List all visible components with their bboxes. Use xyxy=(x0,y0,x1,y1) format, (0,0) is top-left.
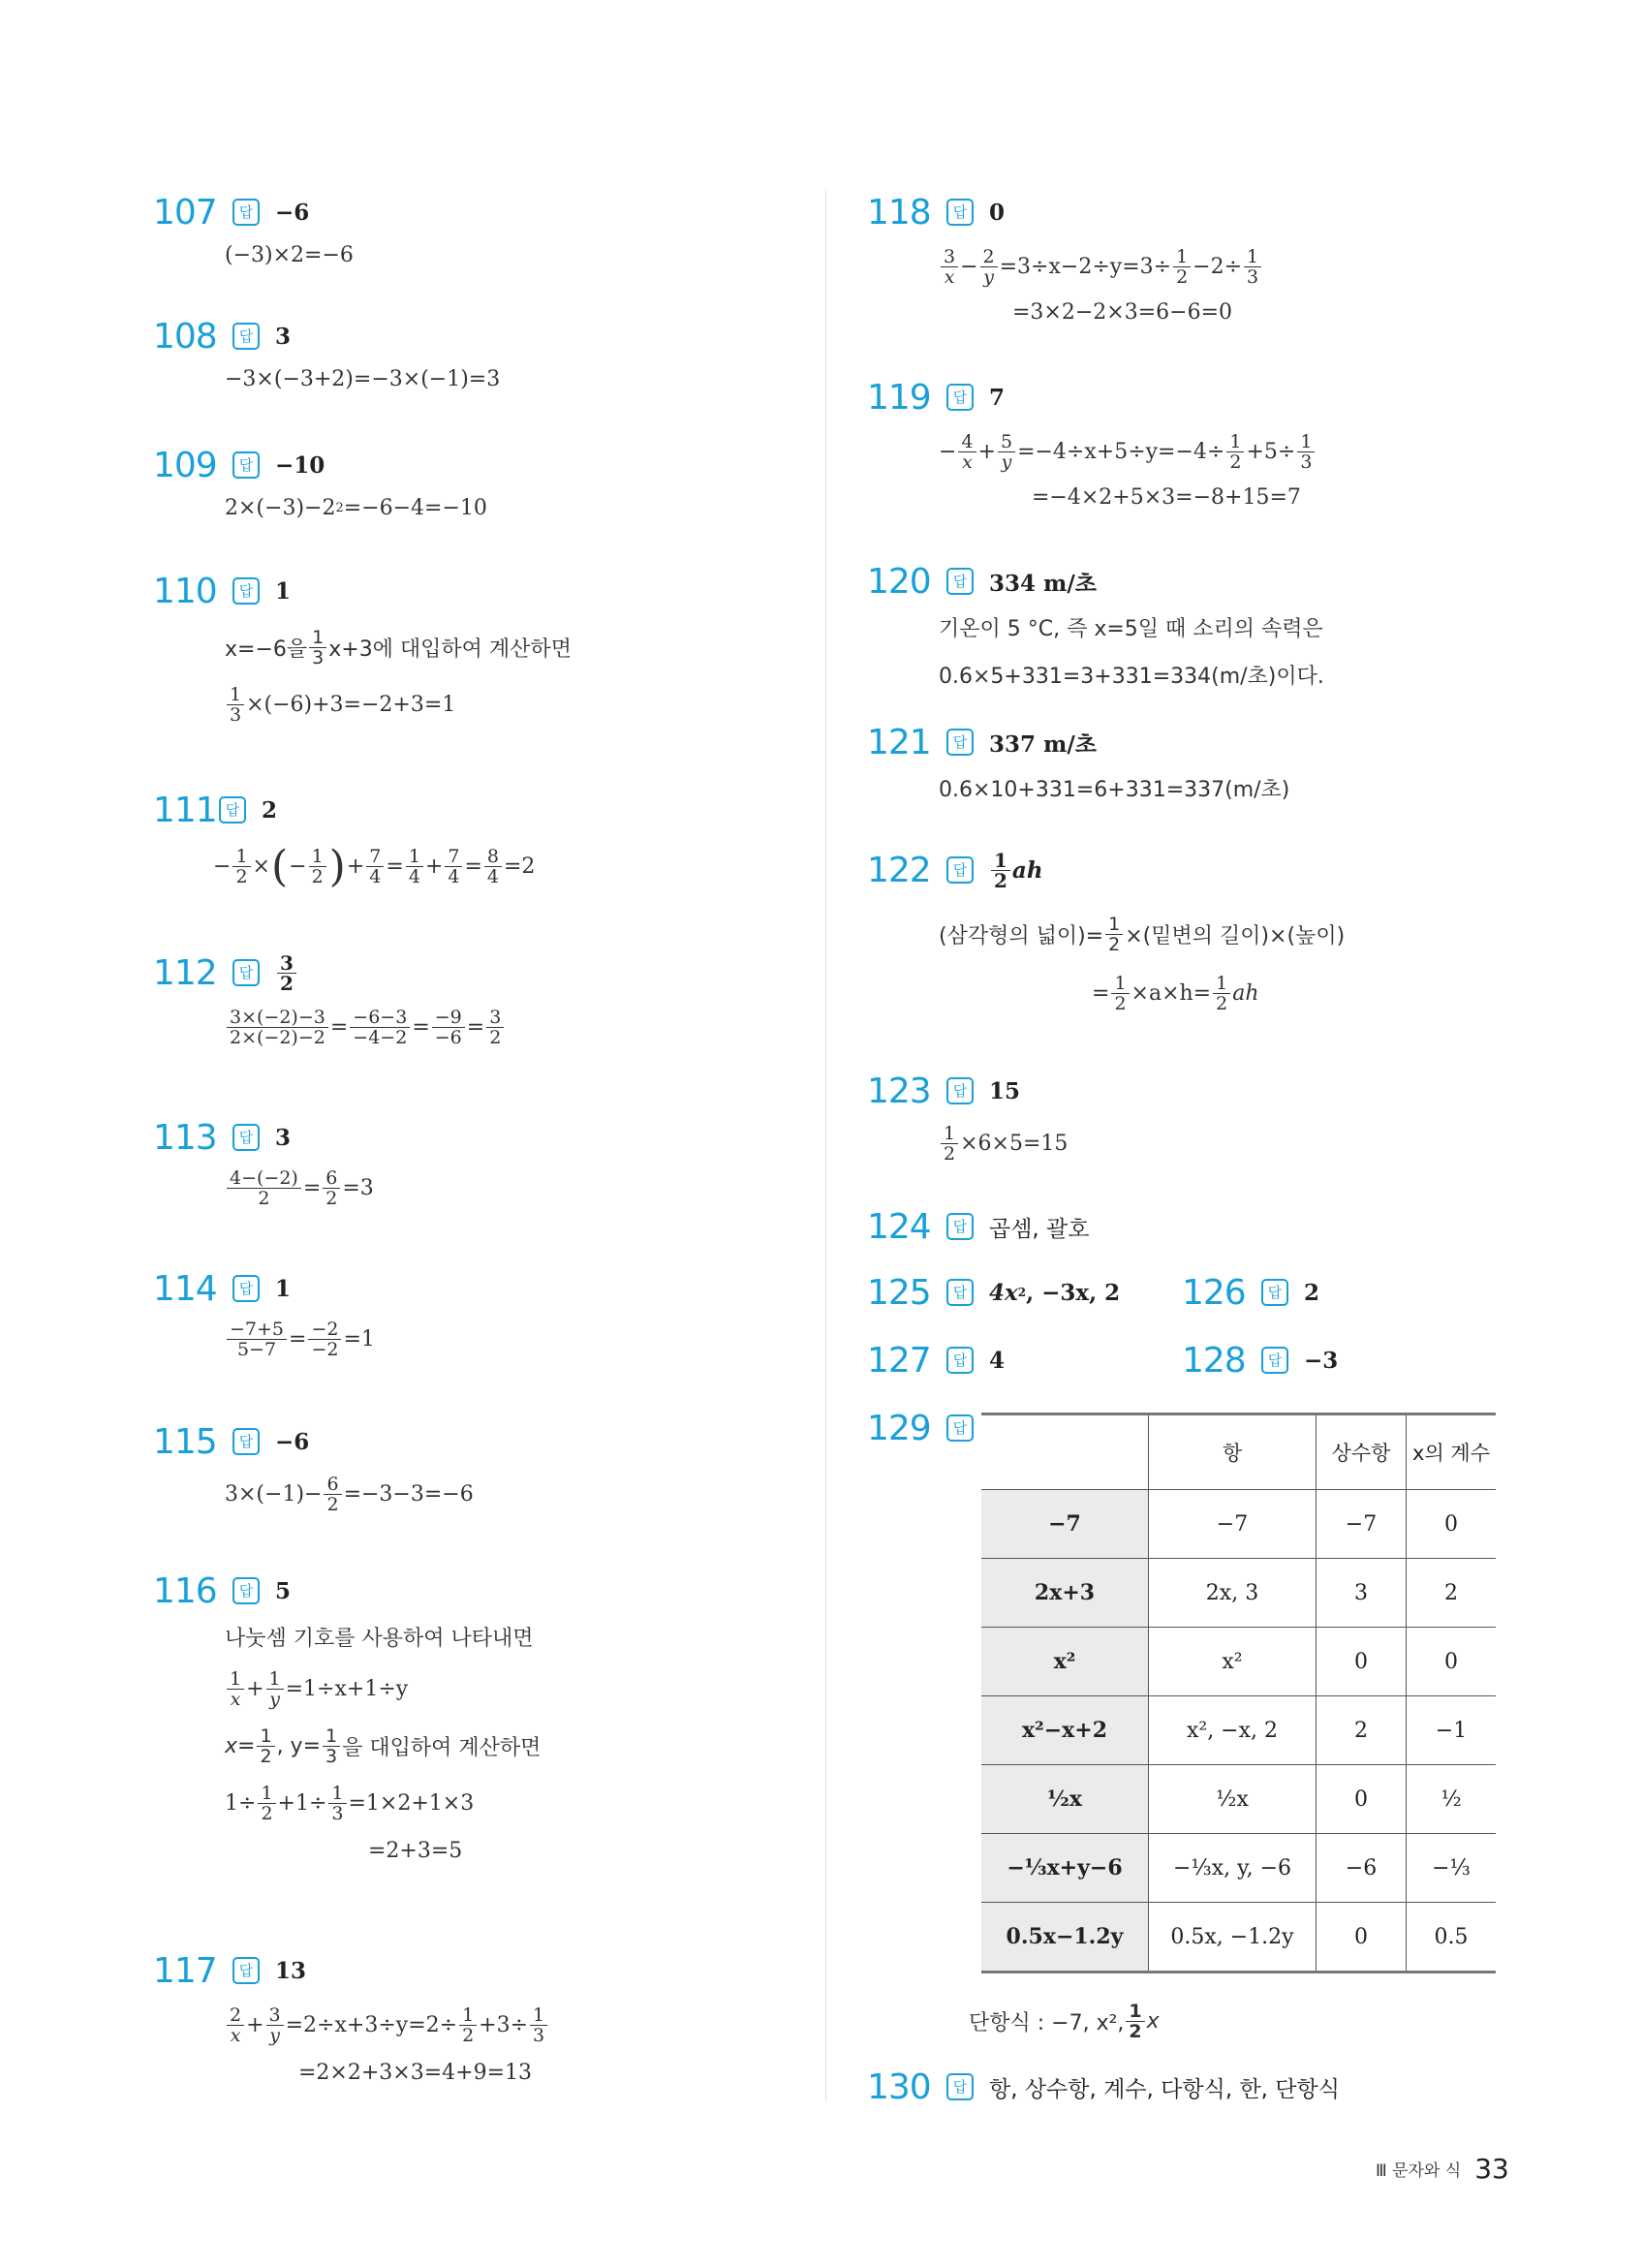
table-header-cell: 항 xyxy=(1149,1414,1317,1490)
page-footer xyxy=(1376,2153,1509,2185)
table-cell: 0 xyxy=(1407,1490,1497,1559)
answer-tag-icon: 답 xyxy=(232,1428,260,1455)
table-row xyxy=(981,1765,1496,1834)
table-cell: −⅓ xyxy=(1407,1834,1497,1903)
problem-109 xyxy=(153,442,487,520)
answer-tag-icon: 답 xyxy=(946,1279,974,1306)
problem-number: 126 xyxy=(1182,1272,1246,1313)
answer-tag-icon: 답 xyxy=(946,729,974,756)
answer: 3 xyxy=(275,1124,292,1151)
answer: $\frac{3}{2}$ xyxy=(275,953,298,993)
problem-121 xyxy=(867,719,1289,803)
answer: 5 xyxy=(275,1577,292,1604)
table-cell: x²−x+2 xyxy=(981,1696,1149,1765)
solution-line: = $\frac{1}{2}$ ×a×h= $\frac{1}{2}$ ah xyxy=(1092,973,1259,1014)
problem-112 xyxy=(153,949,506,1047)
problem-107 xyxy=(153,189,354,267)
solution-line: $\frac{3}{x}$ − $\frac{2}{y}$ =3÷x−2÷y=3÷ $\frac{1}{2}$ −2÷ $\frac{1}{3}$ xyxy=(867,247,1263,287)
answer-tag-icon: 답 xyxy=(1261,1347,1288,1374)
column-divider xyxy=(825,189,826,2102)
problem-130 xyxy=(867,2064,1340,2110)
answer: 2 xyxy=(262,796,278,823)
table-cell: 2x, 3 xyxy=(1149,1559,1317,1628)
table-cell: 2 xyxy=(1407,1559,1497,1628)
problem-number: 110 xyxy=(153,571,217,611)
table-cell: ½x xyxy=(1149,1765,1317,1834)
table-cell: −⅓x, y, −6 xyxy=(1149,1834,1317,1903)
solution-line: 2×(−3)−2 2 =−6−4=−10 xyxy=(225,496,487,520)
problem-number: 121 xyxy=(867,722,931,762)
table-header-row xyxy=(981,1414,1496,1490)
answer: 7 xyxy=(989,384,1006,411)
answer-tag-icon: 답 xyxy=(946,1414,974,1442)
problem-114 xyxy=(153,1265,375,1359)
problem-number: 115 xyxy=(153,1421,217,1462)
answer-tag-icon: 답 xyxy=(946,2073,974,2100)
problem-number: 130 xyxy=(867,2066,931,2107)
monomial-summary: 단항식 : −7, x², $\frac{1}{2}$ x xyxy=(969,2001,1160,2042)
answer-tag-icon: 답 xyxy=(946,856,974,884)
solution-line: =2×2+3×3=4+9=13 xyxy=(298,2061,533,2085)
answer-tag-icon: 답 xyxy=(232,959,260,986)
problem-number: 128 xyxy=(1182,1340,1246,1381)
solution-line: $\frac{1}{x}$ + $\frac{1}{y}$ =1÷x+1÷y xyxy=(153,1669,541,1709)
problem-number: 118 xyxy=(867,192,931,233)
answer: −10 xyxy=(275,451,325,479)
answer-tag-icon: 답 xyxy=(232,451,260,479)
solution-line: =−4×2+5×3=−8+15=7 xyxy=(1032,485,1301,510)
problem-129 xyxy=(867,1405,989,1451)
problem-number: 129 xyxy=(867,1408,931,1448)
solution-line: − $\frac{1}{2}$ × ( − $\frac{1}{2}$ ) + $\frac{7}{4}$ = $\frac{1}{4}$ + $\frac{7}{4}$ = $\frac{8}{4}$ =2 xyxy=(213,841,536,891)
table-cell: 3 xyxy=(1317,1559,1407,1628)
table-cell: x², −x, 2 xyxy=(1149,1696,1317,1765)
table-cell: 2 xyxy=(1317,1696,1407,1765)
answer-tag-icon: 답 xyxy=(232,1957,260,1984)
table-row xyxy=(981,1490,1496,1559)
problem-number: 114 xyxy=(153,1268,217,1309)
solution-line: 3×(−1)− $\frac{6}{2}$ =−3−3=−6 xyxy=(225,1474,474,1515)
answer-tag-icon: 답 xyxy=(232,577,260,605)
table-row xyxy=(981,1903,1496,1973)
answer: 1 xyxy=(275,1275,292,1302)
table-cell: x² xyxy=(981,1628,1149,1696)
answer: 337 m/초 xyxy=(989,730,1097,758)
answer: −3 xyxy=(1304,1347,1339,1374)
answer: 4 xyxy=(989,1347,1006,1374)
solution-line: 0.6×5+331=3+331=334(m/초)이다. xyxy=(939,665,1324,689)
problem-111 xyxy=(153,787,536,891)
table-header-cell xyxy=(981,1414,1149,1490)
table-row xyxy=(981,1834,1496,1903)
problem-118 xyxy=(867,189,1263,325)
problem-number: 122 xyxy=(867,850,931,890)
problem-number: 119 xyxy=(867,377,931,418)
answer-tag-icon: 답 xyxy=(232,199,260,226)
solution-line: (−3)×2=−6 xyxy=(225,243,354,267)
table-cell: 0.5x−1.2y xyxy=(981,1903,1149,1973)
solution-line: x=−6을 $\frac{1}{3}$ x+3에 대입하여 계산하면 xyxy=(225,627,572,668)
problem-108 xyxy=(153,313,500,391)
problem-number: 113 xyxy=(153,1117,217,1158)
problem-125 xyxy=(867,1269,1120,1316)
table-row xyxy=(981,1696,1496,1765)
answer-tag-icon: 답 xyxy=(946,1347,974,1374)
problem-117 xyxy=(153,1947,549,2085)
answer: 항, 상수항, 계수, 다항식, 한, 단항식 xyxy=(989,2076,1340,2102)
table-cell: 0.5 xyxy=(1407,1903,1497,1973)
solution-line: $\frac{-7+5}{5-7}$ = $\frac{-2}{-2}$ =1 xyxy=(153,1320,375,1359)
table-row xyxy=(981,1559,1496,1628)
answer-tag-icon: 답 xyxy=(946,568,974,595)
answer: 1 xyxy=(275,577,292,605)
answer: −6 xyxy=(275,199,310,226)
answer: 2 xyxy=(1304,1279,1320,1306)
section-label: Ⅲ 문자와 식 xyxy=(1376,2161,1462,2181)
answer: 0 xyxy=(989,199,1006,226)
solution-line: $\frac{3\times(-2)-3}{2\times(-2)-2}$ = $\frac{-6-3}{-4-2}$ = $\frac{-9}{-6}$ = $\frac{3}{2}$ xyxy=(153,1008,506,1047)
problem-number: 124 xyxy=(867,1206,931,1247)
table-cell: −⅓x+y−6 xyxy=(981,1834,1149,1903)
answer-tag-icon: 답 xyxy=(946,1077,974,1104)
table-cell: −1 xyxy=(1407,1696,1497,1765)
answer: 334 m/초 xyxy=(989,570,1097,597)
problem-122 xyxy=(867,847,1345,1013)
solution-line: 1÷ $\frac{1}{2}$ +1÷ $\frac{1}{3}$ =1×2+1×3 xyxy=(225,1783,475,1824)
table-header-cell: x의 계수 xyxy=(1407,1414,1497,1490)
answer-tag-icon: 답 xyxy=(232,1577,260,1604)
answer-tag-icon: 답 xyxy=(946,1213,974,1240)
problem-number: 111 xyxy=(153,790,217,830)
problem-116 xyxy=(153,1568,541,1863)
table-cell: −7 xyxy=(981,1490,1149,1559)
problem-number: 109 xyxy=(153,445,217,485)
solution-line: $\frac{2}{x}$ + $\frac{3}{y}$ =2÷x+3÷y=2÷ $\frac{1}{2}$ +3÷ $\frac{1}{3}$ xyxy=(153,2005,549,2045)
solution-line: =3×2−2×3=6−6=0 xyxy=(1012,300,1233,325)
problem-number: 125 xyxy=(867,1272,931,1313)
table-cell: 0 xyxy=(1317,1628,1407,1696)
table-cell: 0.5x, −1.2y xyxy=(1149,1903,1317,1973)
polynomial-table xyxy=(981,1413,1496,1973)
problem-number: 120 xyxy=(867,561,931,602)
problem-number: 107 xyxy=(153,192,217,233)
table-cell: 2x+3 xyxy=(981,1559,1149,1628)
problem-120 xyxy=(867,558,1324,690)
solution-line: −3×(−3+2)=−3×(−1)=3 xyxy=(225,367,501,391)
answer-tag-icon: 답 xyxy=(219,796,246,823)
answer: −6 xyxy=(275,1428,310,1455)
solution-line: 기온이 5 °C, 즉 x=5일 때 소리의 속력은 xyxy=(939,617,1323,641)
solution-line: $\frac{1}{3}$ ×(−6)+3=−2+3=1 xyxy=(153,685,572,725)
solution-line: x = $\frac{1}{2}$ , y= $\frac{1}{3}$ 을 대입하여 계산하면 xyxy=(225,1725,542,1767)
answer-tag-icon: 답 xyxy=(946,199,974,226)
problem-115 xyxy=(153,1418,474,1514)
problem-number: 112 xyxy=(153,952,217,993)
table-cell: −7 xyxy=(1149,1490,1317,1559)
answer: 3 xyxy=(275,323,292,350)
table-cell: ½x xyxy=(981,1765,1149,1834)
solution-line: − $\frac{4}{x}$ + $\frac{5}{y}$ =−4÷x+5÷y=−4÷ $\frac{1}{2}$ +5÷ $\frac{1}{3}$ xyxy=(867,432,1317,472)
table-cell: x² xyxy=(1149,1628,1317,1696)
table-cell: −7 xyxy=(1317,1490,1407,1559)
problem-119 xyxy=(867,374,1317,510)
problem-number: 116 xyxy=(153,1570,217,1611)
answer: 4x 2 , −3x, 2 xyxy=(989,1279,1121,1306)
answer: 15 xyxy=(989,1077,1021,1104)
table-header-cell: 상수항 xyxy=(1317,1414,1407,1490)
answer-tag-icon: 답 xyxy=(232,323,260,350)
answer: 곱셈, 괄호 xyxy=(989,1216,1090,1242)
problem-number: 123 xyxy=(867,1071,931,1111)
problem-110 xyxy=(153,568,572,725)
table-cell: −6 xyxy=(1317,1834,1407,1903)
answer: $\frac{1}{2}$ ah xyxy=(989,851,1043,890)
solution-line: =2+3=5 xyxy=(368,1839,463,1863)
answer-tag-icon: 답 xyxy=(1261,1279,1288,1306)
table-row xyxy=(981,1628,1496,1696)
answer-tag-icon: 답 xyxy=(232,1124,260,1151)
table-cell: 0 xyxy=(1317,1765,1407,1834)
solution-line: $\frac{1}{2}$ ×6×5=15 xyxy=(867,1124,1068,1164)
solution-line: $\frac{4-(-2)}{2}$ = $\frac{6}{2}$ =3 xyxy=(153,1168,374,1208)
table-cell: ½ xyxy=(1407,1765,1497,1834)
answer-tag-icon: 답 xyxy=(232,1275,260,1302)
problem-number: 127 xyxy=(867,1340,931,1381)
problem-128 xyxy=(1182,1337,1338,1383)
answer-tag-icon: 답 xyxy=(946,384,974,411)
page-number: 33 xyxy=(1474,2153,1509,2185)
problem-124 xyxy=(867,1203,1090,1250)
solution-line: 나눗셈 기호를 사용하여 나타내면 xyxy=(225,1627,534,1651)
problem-113 xyxy=(153,1114,374,1208)
solution-line: 0.6×10+331=6+331=337(m/초) xyxy=(939,778,1290,802)
table-cell: 0 xyxy=(1407,1628,1497,1696)
solution-line: (삼각형의 넓이)= $\frac{1}{2}$ ×(밑변의 길이)×(높이) xyxy=(939,914,1346,955)
problem-123 xyxy=(867,1068,1068,1164)
problem-127 xyxy=(867,1337,1005,1383)
problem-number: 108 xyxy=(153,316,217,357)
table-cell: 0 xyxy=(1317,1903,1407,1973)
problem-126 xyxy=(1182,1269,1319,1316)
problem-number: 117 xyxy=(153,1950,217,1991)
answer: 13 xyxy=(275,1957,307,1984)
